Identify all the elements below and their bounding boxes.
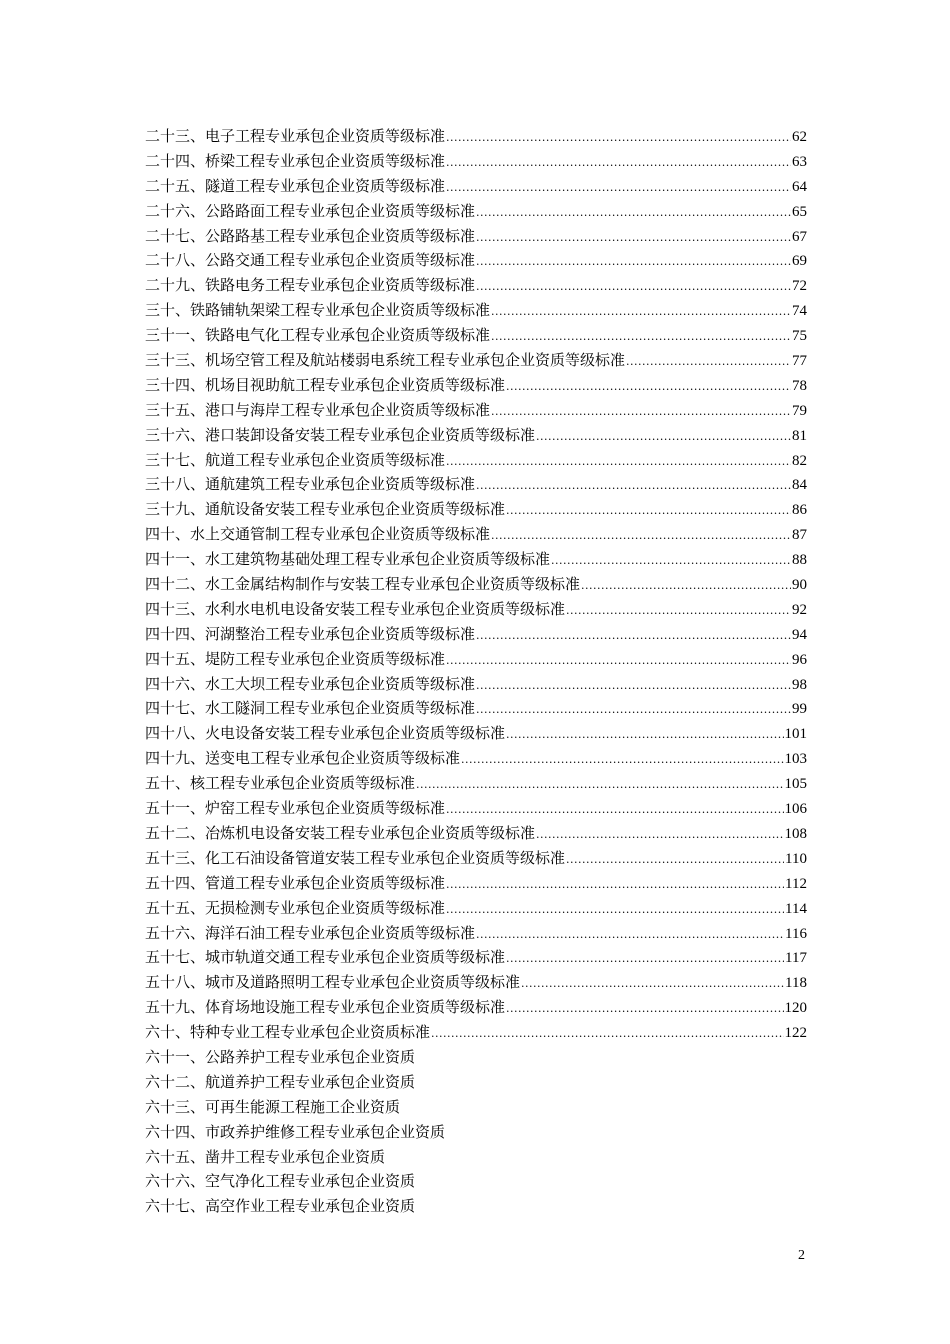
toc-entry-title: 四十九、送变电工程专业承包企业资质等级标准 <box>145 749 461 768</box>
toc-entry-title: 三十六、港口装卸设备安装工程专业承包企业资质等级标准 <box>145 425 536 444</box>
toc-entry-page: 117 <box>785 950 807 967</box>
toc-entry-page: 90 <box>792 577 807 594</box>
toc-entry-title: 三十四、机场目视助航工程专业承包企业资质等级标准 <box>145 375 506 394</box>
toc-dot-leader <box>431 1022 783 1047</box>
toc-entry[interactable] <box>145 622 807 647</box>
toc-entry[interactable] <box>145 273 807 298</box>
toc-entry[interactable] <box>145 796 807 821</box>
toc-entry[interactable] <box>145 199 807 224</box>
toc-entry-title: 六十五、凿井工程专业承包企业资质 <box>145 1147 386 1166</box>
toc-entry-page: 112 <box>785 875 807 892</box>
toc-entry-title: 五十四、管道工程专业承包企业资质等级标准 <box>145 873 446 892</box>
toc-entry[interactable] <box>145 771 807 796</box>
toc-entry[interactable] <box>145 497 807 522</box>
toc-entry[interactable] <box>145 448 807 473</box>
toc-entry-title: 二十四、桥梁工程专业承包企业资质等级标准 <box>145 151 446 170</box>
toc-entry[interactable] <box>145 1120 807 1145</box>
toc-entry-page: 63 <box>792 153 807 170</box>
toc-dot-leader <box>551 549 791 574</box>
toc-dot-leader <box>626 350 791 375</box>
toc-entry-title: 三十八、通航建筑工程专业承包企业资质等级标准 <box>145 475 476 494</box>
toc-entry-page: 77 <box>792 353 807 370</box>
toc-entry-page: 98 <box>792 676 807 693</box>
toc-dot-leader <box>461 748 783 773</box>
toc-dot-leader <box>491 524 791 549</box>
toc-entry-page: 86 <box>792 502 807 519</box>
toc-entry-title: 四十二、水工金属结构制作与安装工程专业承包企业资质等级标准 <box>145 575 581 594</box>
toc-entry-title: 五十七、城市轨道交通工程专业承包企业资质等级标准 <box>145 948 506 967</box>
toc-entry-page: 105 <box>784 776 807 793</box>
toc-entry-page: 69 <box>792 253 807 270</box>
toc-entry-page: 103 <box>784 751 807 768</box>
toc-entry-title: 三十九、通航设备安装工程专业承包企业资质等级标准 <box>145 500 506 519</box>
toc-dot-leader <box>476 250 791 275</box>
toc-entry[interactable] <box>145 348 807 373</box>
toc-entry-title: 五十九、体育场地设施工程专业承包企业资质等级标准 <box>145 998 506 1017</box>
toc-entry[interactable] <box>145 149 807 174</box>
toc-entry[interactable] <box>145 124 807 149</box>
toc-dot-leader <box>566 848 784 873</box>
toc-entry-page: 65 <box>792 203 807 220</box>
toc-entry-title: 四十、水上交通管制工程专业承包企业资质等级标准 <box>145 525 491 544</box>
toc-dot-leader <box>476 201 791 226</box>
toc-entry[interactable] <box>145 1145 807 1170</box>
toc-dot-leader <box>506 947 784 972</box>
toc-entry-title: 五十八、城市及道路照明工程专业承包企业资质等级标准 <box>145 973 521 992</box>
toc-entry[interactable] <box>145 696 807 721</box>
toc-entry-title: 四十三、水利水电机电设备安装工程专业承包企业资质等级标准 <box>145 599 566 618</box>
toc-dot-leader <box>491 325 791 350</box>
toc-dot-leader <box>416 773 783 798</box>
toc-entry-title: 六十二、航道养护工程专业承包企业资质 <box>145 1072 416 1091</box>
toc-entry[interactable] <box>145 248 807 273</box>
toc-entry-page: 110 <box>785 850 807 867</box>
toc-entry-page: 118 <box>785 975 807 992</box>
toc-dot-leader <box>446 176 791 201</box>
toc-entry-page: 99 <box>792 701 807 718</box>
toc-entry[interactable] <box>145 945 807 970</box>
toc-entry[interactable] <box>145 970 807 995</box>
toc-entry[interactable] <box>145 995 807 1020</box>
toc-entry-title: 五十五、无损检测专业承包企业资质等级标准 <box>145 898 446 917</box>
table-of-contents <box>145 124 807 1219</box>
toc-entry-title: 五十一、炉窑工程专业承包企业资质等级标准 <box>145 799 446 818</box>
toc-entry-page: 94 <box>792 626 807 643</box>
toc-entry[interactable] <box>145 896 807 921</box>
toc-entry[interactable] <box>145 1020 807 1045</box>
toc-entry-title: 五十二、冶炼机电设备安装工程专业承包企业资质等级标准 <box>145 823 536 842</box>
toc-entry-page: 106 <box>784 801 807 818</box>
toc-entry[interactable] <box>145 597 807 622</box>
toc-entry-page: 62 <box>792 129 807 145</box>
toc-entry-page: 120 <box>784 1000 807 1017</box>
toc-entry[interactable] <box>145 846 807 871</box>
toc-entry-page: 79 <box>792 402 807 419</box>
toc-entry-title: 六十一、公路养护工程专业承包企业资质 <box>145 1047 416 1066</box>
toc-entry[interactable] <box>145 522 807 547</box>
toc-entry-title: 三十、铁路铺轨架梁工程专业承包企业资质等级标准 <box>145 301 491 320</box>
toc-entry[interactable] <box>145 746 807 771</box>
toc-dot-leader <box>521 972 784 997</box>
toc-dot-leader <box>536 425 791 450</box>
toc-entry-title: 三十五、港口与海岸工程专业承包企业资质等级标准 <box>145 400 491 419</box>
toc-entry[interactable] <box>145 472 807 497</box>
toc-dot-leader <box>476 275 791 300</box>
toc-entry[interactable] <box>145 821 807 846</box>
toc-entry-title: 四十八、火电设备安装工程专业承包企业资质等级标准 <box>145 724 506 743</box>
toc-entry-page: 92 <box>792 601 807 618</box>
toc-entry-page: 64 <box>792 178 807 195</box>
toc-dot-leader <box>506 997 783 1022</box>
toc-dot-leader <box>566 599 791 624</box>
toc-entry-title: 二十五、隧道工程专业承包企业资质等级标准 <box>145 176 446 195</box>
toc-entry-title: 五十六、海洋石油工程专业承包企业资质等级标准 <box>145 923 476 942</box>
toc-entry-page: 78 <box>792 377 807 394</box>
toc-entry[interactable] <box>145 1095 807 1120</box>
toc-entry-title: 三十七、航道工程专业承包企业资质等级标准 <box>145 450 446 469</box>
toc-entry-title: 二十八、公路交通工程专业承包企业资质等级标准 <box>145 251 476 270</box>
toc-entry-page: 82 <box>792 452 807 469</box>
toc-dot-leader <box>446 898 784 923</box>
toc-dot-leader <box>536 823 783 848</box>
toc-dot-leader <box>476 226 791 251</box>
toc-dot-leader <box>476 474 791 499</box>
toc-entry[interactable] <box>145 721 807 746</box>
toc-dot-leader <box>476 923 784 948</box>
toc-dot-leader <box>476 624 791 649</box>
toc-entry[interactable] <box>145 647 807 672</box>
toc-entry[interactable] <box>145 373 807 398</box>
toc-entry-title: 六十三、可再生能源工程施工企业资质 <box>145 1097 401 1116</box>
toc-entry-page: 108 <box>784 825 807 842</box>
toc-entry-title: 五十三、化工石油设备管道安装工程专业承包企业资质等级标准 <box>145 848 566 867</box>
toc-entry-title: 四十七、水工隧洞工程专业承包企业资质等级标准 <box>145 699 476 718</box>
toc-entry-page: 116 <box>785 925 807 942</box>
toc-entry-page: 87 <box>792 527 807 544</box>
toc-entry-title: 二十三、电子工程专业承包企业资质等级标准 <box>145 127 446 145</box>
page-number: 2 <box>798 1248 805 1263</box>
toc-entry-page: 72 <box>792 278 807 295</box>
toc-entry-page: 84 <box>792 477 807 494</box>
toc-entry-title: 四十六、水工大坝工程专业承包企业资质等级标准 <box>145 674 476 693</box>
toc-entry[interactable] <box>145 323 807 348</box>
toc-entry[interactable] <box>145 224 807 249</box>
toc-entry[interactable] <box>145 572 807 597</box>
toc-entry[interactable] <box>145 174 807 199</box>
toc-dot-leader <box>506 375 791 400</box>
toc-entry-title: 六十四、市政养护维修工程专业承包企业资质 <box>145 1122 446 1141</box>
toc-entry-page: 74 <box>792 303 807 320</box>
toc-entry-title: 二十七、公路路基工程专业承包企业资质等级标准 <box>145 226 476 245</box>
toc-entry[interactable] <box>145 1045 807 1070</box>
toc-entry-title: 二十九、铁路电务工程专业承包企业资质等级标准 <box>145 276 476 295</box>
toc-entry[interactable] <box>145 672 807 697</box>
toc-dot-leader <box>506 499 791 524</box>
toc-entry[interactable] <box>145 547 807 572</box>
toc-entry-page: 81 <box>792 427 807 444</box>
toc-entry[interactable] <box>145 921 807 946</box>
toc-entry-page: 122 <box>784 1025 807 1042</box>
toc-dot-leader <box>446 450 791 475</box>
toc-entry-page: 88 <box>792 552 807 569</box>
toc-entry[interactable] <box>145 871 807 896</box>
toc-entry-page: 101 <box>784 726 807 743</box>
toc-dot-leader <box>476 698 791 723</box>
toc-entry[interactable] <box>145 398 807 423</box>
toc-dot-leader <box>446 126 791 151</box>
toc-entry-page: 75 <box>792 328 807 345</box>
toc-entry-title: 四十五、堤防工程专业承包企业资质等级标准 <box>145 649 446 668</box>
toc-dot-leader <box>491 300 791 325</box>
toc-entry-title: 四十一、水工建筑物基础处理工程专业承包企业资质等级标准 <box>145 550 551 569</box>
toc-entry-title: 六十七、高空作业工程专业承包企业资质 <box>145 1197 416 1216</box>
toc-entry-title: 六十六、空气净化工程专业承包企业资质 <box>145 1172 416 1191</box>
toc-dot-leader <box>446 798 783 823</box>
toc-dot-leader <box>446 873 784 898</box>
toc-dot-leader <box>581 574 791 599</box>
toc-entry-title: 五十、核工程专业承包企业资质等级标准 <box>145 774 416 793</box>
toc-entry[interactable] <box>145 298 807 323</box>
toc-dot-leader <box>446 649 791 674</box>
toc-entry-page: 114 <box>785 900 807 917</box>
toc-dot-leader <box>476 674 791 699</box>
toc-entry-title: 六十、特种专业工程专业承包企业资质标准 <box>145 1023 431 1042</box>
toc-entry-page: 96 <box>792 651 807 668</box>
toc-entry-title: 二十六、公路路面工程专业承包企业资质等级标准 <box>145 201 476 220</box>
toc-entry-title: 三十一、铁路电气化工程专业承包企业资质等级标准 <box>145 326 491 345</box>
toc-entry[interactable] <box>145 1194 807 1219</box>
toc-entry[interactable] <box>145 1070 807 1095</box>
toc-entry[interactable] <box>145 1169 807 1194</box>
toc-entry-title: 三十三、机场空管工程及航站楼弱电系统工程专业承包企业资质等级标准 <box>145 351 626 370</box>
toc-entry-page: 67 <box>792 228 807 245</box>
toc-entry[interactable] <box>145 423 807 448</box>
toc-dot-leader <box>506 723 783 748</box>
toc-dot-leader <box>491 400 791 425</box>
toc-entry-title: 四十四、河湖整治工程专业承包企业资质等级标准 <box>145 624 476 643</box>
toc-dot-leader <box>446 151 791 176</box>
